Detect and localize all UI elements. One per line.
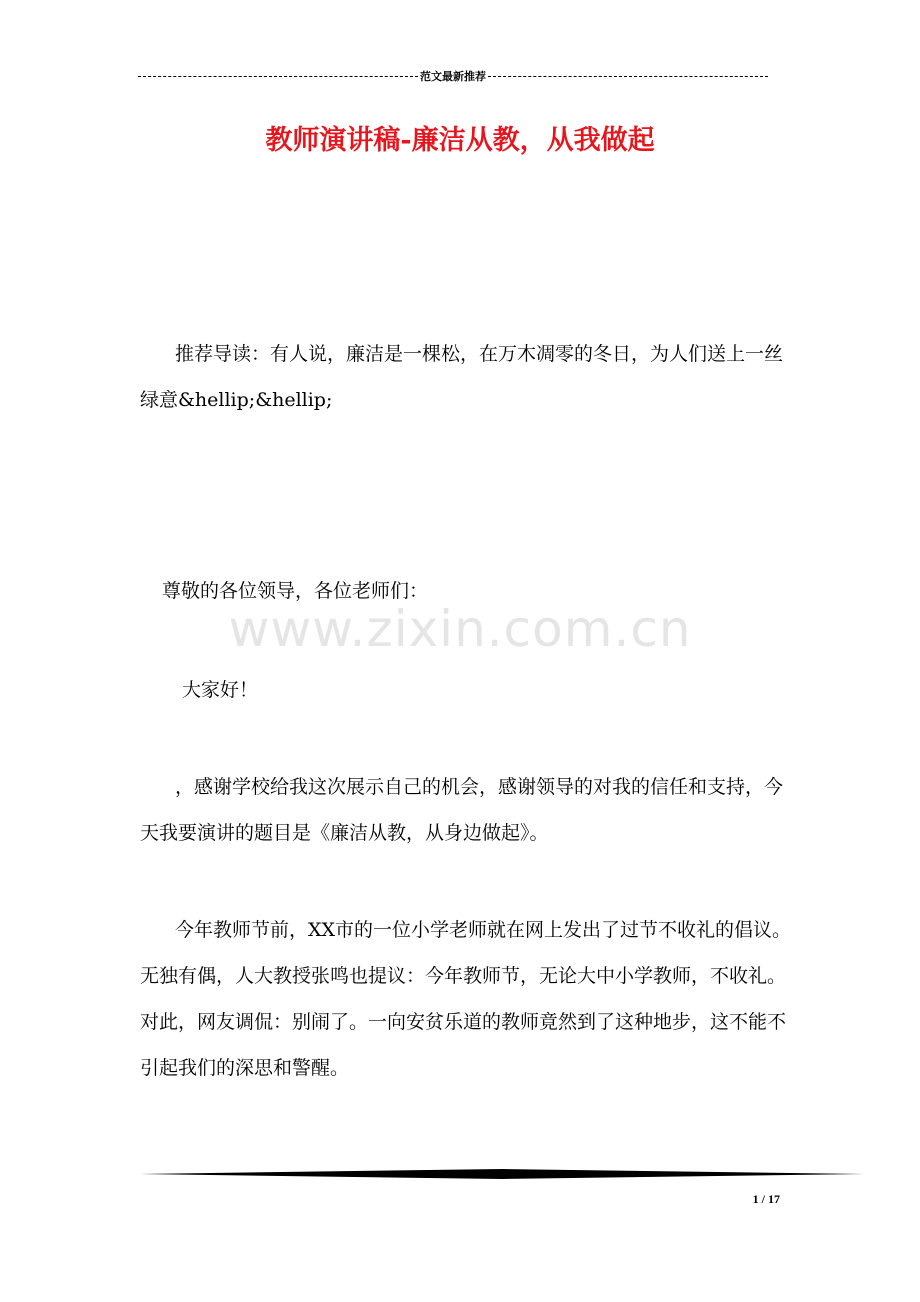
greeting: 大家好！ xyxy=(182,679,259,701)
page-number: 1 / 17 xyxy=(752,1192,780,1206)
header-dash-left xyxy=(138,76,418,77)
paragraph-2: 今年教师节前，XX市的一位小学老师就在网上发出了过节不收礼的倡议。无独有偶，人大教授张鸣也提议：今年教师节，无论大中小学教师，不收礼。对此，网友调侃：别闹了。一向安贫乐道的教师竟然到了这种地步，这不能不引起我们的深思和警醒。 xyxy=(140,919,792,1079)
watermark: www.zixin.com.cn xyxy=(228,600,692,658)
document-title: 教师演讲稿-廉洁从教，从我做起 xyxy=(265,125,655,156)
salutation: 尊敬的各位领导，各位老师们： xyxy=(162,580,429,602)
intro-paragraph: 推荐导读：有人说，廉洁是一棵松，在万木凋零的冬日，为人们送上一丝绿意&hellip;&hellip; xyxy=(140,343,784,411)
paragraph-1: ，感谢学校给我这次展示自己的机会，感谢领导的对我的信任和支持，今天我要演讲的题目是《廉洁从教，从身边做起》。 xyxy=(140,776,784,844)
footer-rule xyxy=(140,1168,864,1180)
header-dash-right xyxy=(488,76,768,77)
header-label: 范文最新推荐 xyxy=(420,70,486,83)
page-header xyxy=(138,66,768,86)
